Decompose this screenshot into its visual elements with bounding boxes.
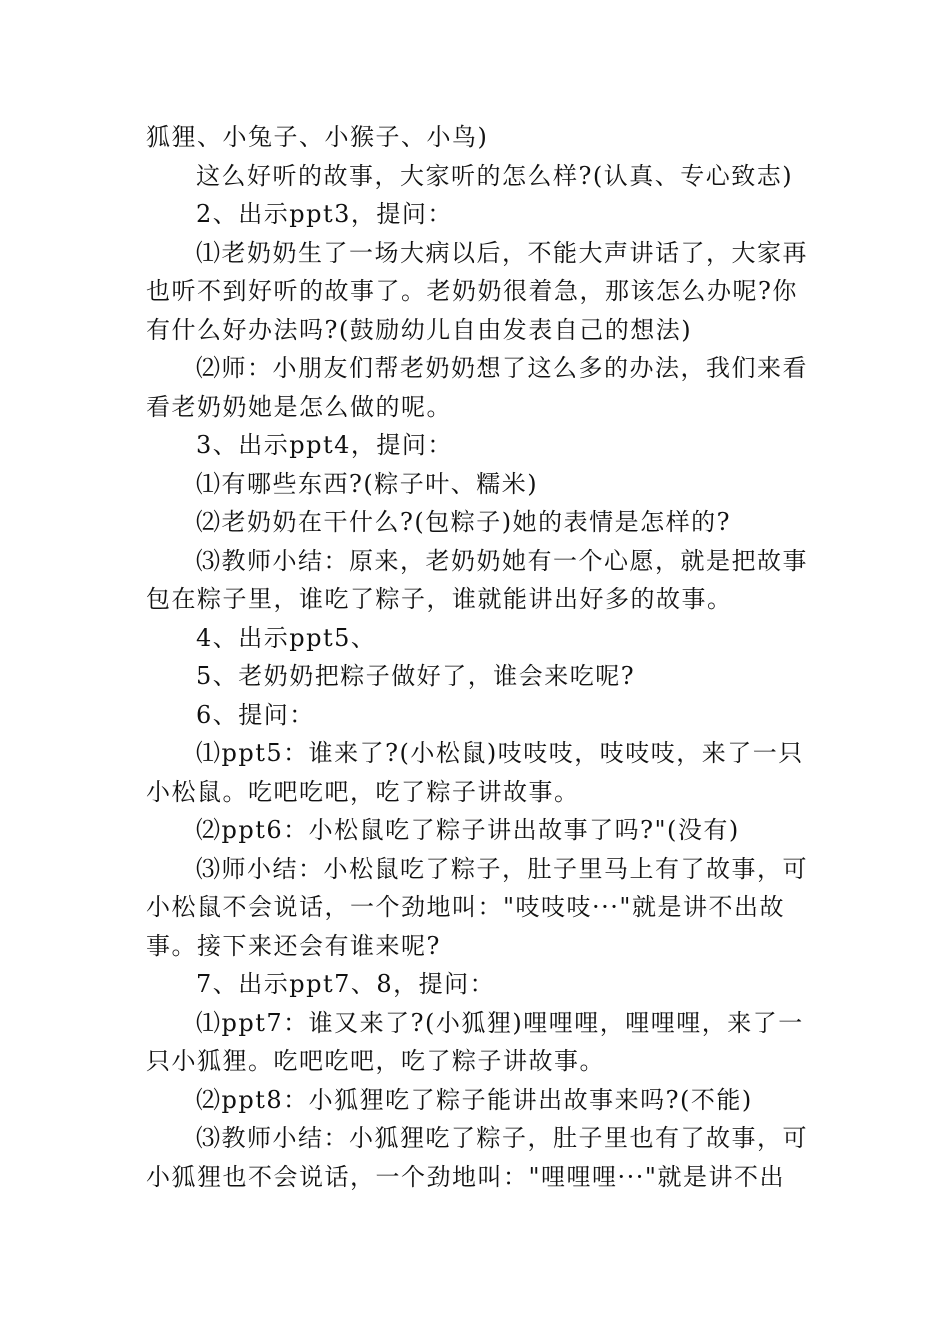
paragraph: ⑵ppt8：小狐狸吃了粽子能讲出故事来吗?(不能) bbox=[196, 1085, 753, 1114]
paragraph: ⑵老奶奶在干什么?(包粽子)她的表情是怎样的? bbox=[196, 508, 731, 536]
paragraph: 7、出示ppt7、8，提问： bbox=[196, 970, 496, 998]
paragraph: ⑶教师小结：原来，老奶奶她有一个心愿，就是把故事包在粽子里，谁吃了粽子，谁就能讲出好多的故事。 bbox=[146, 546, 808, 613]
paragraph: ⑵ppt6：小松鼠吃了粽子讲出故事了吗?"(没有) bbox=[196, 816, 740, 844]
paragraph: ⑶教师小结：小狐狸吃了粽子，肚子里也有了故事，可小狐狸也不会说话，一个劲地叫："哩哩哩···"就是讲不出 bbox=[146, 1124, 808, 1191]
paragraph: 4、出示ppt5、 bbox=[196, 623, 377, 652]
paragraph: 3、出示ppt4，提问： bbox=[196, 431, 453, 459]
paragraph: 5、老奶奶把粽子做好了，谁会来吃呢? bbox=[196, 662, 636, 690]
paragraph: ⑴有哪些东西?(粽子叶、糯米) bbox=[196, 469, 539, 498]
paragraph: ⑵师：小朋友们帮老奶奶想了这么多的办法，我们来看看老奶奶她是怎么做的呢。 bbox=[146, 354, 808, 421]
paragraph: 这么好听的故事，大家听的怎么样?(认真、专心致志) bbox=[196, 161, 794, 190]
paragraph: ⑴ppt5：谁来了?(小松鼠)吱吱吱，吱吱吱，来了一只小松鼠。吃吧吃吧，吃了粽子讲故事。 bbox=[146, 739, 804, 806]
paragraph: 6、提问： bbox=[196, 700, 315, 729]
paragraph: ⑴ppt7：谁又来了?(小狐狸)哩哩哩，哩哩哩，来了一只小狐狸。吃吧吃吧，吃了粽子讲故事。 bbox=[146, 1008, 804, 1075]
paragraph: ⑶师小结：小松鼠吃了粽子，肚子里马上有了故事，可小松鼠不会说话，一个劲地叫："吱吱吱···"就是讲不出故事。接下来还会有谁来呢? bbox=[146, 854, 808, 960]
paragraph: 狐狸、小兔子、小猴子、小鸟) bbox=[146, 123, 489, 151]
paragraph: 2、出示ppt3，提问： bbox=[196, 200, 453, 228]
paragraph: ⑴老奶奶生了一场大病以后，不能大声讲话了，大家再也听不到好听的故事了。老奶奶很着急，那该怎么办呢?你有什么好办法吗?(鼓励幼儿自由发表自己的想法) bbox=[146, 238, 808, 344]
document-body bbox=[146, 118, 810, 1196]
